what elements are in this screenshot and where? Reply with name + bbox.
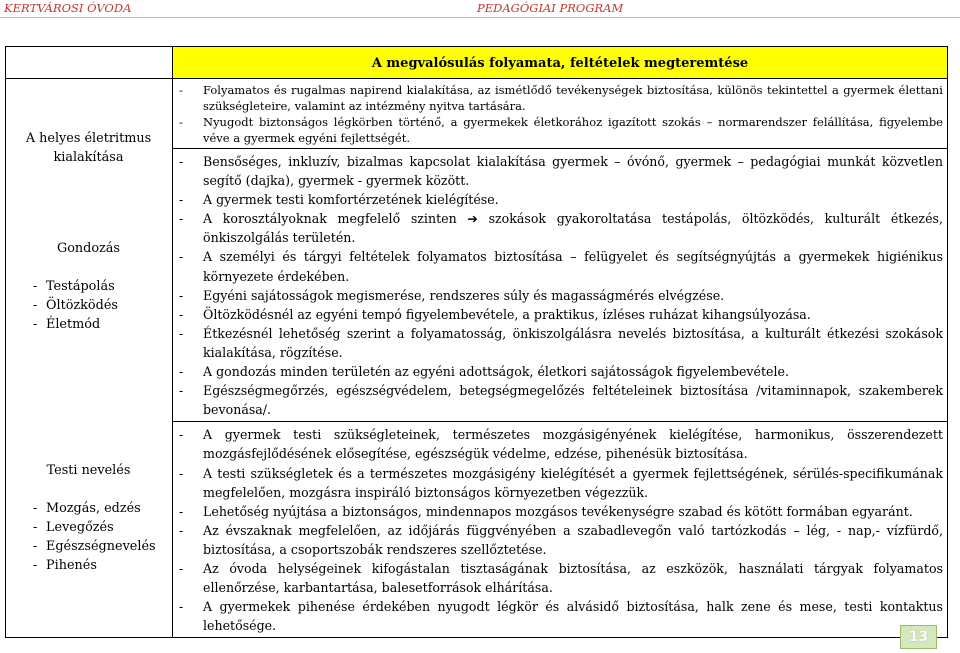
bullet-item: - Az évszaknak megfelelően, az időjárás függvényében a szabadlevegőn való tartózkodás – lég, - nap,- vízfürdő, biztosítása, a csoportszobák rendszeres szellőztetése. bbox=[179, 522, 943, 557]
section-gondozas bbox=[179, 152, 943, 419]
section-divider bbox=[173, 421, 947, 422]
bullet-item: - Nyugodt biztonságos légkörben történő, a gyermekek életkorához igazított szokás – normarendszer felállítása, figyelembe véve a gyermek egyéni fejlettségét. bbox=[179, 115, 943, 145]
table-corner-cell bbox=[6, 47, 173, 79]
bullet-item: - A testi szükségletek és a természetes mozgásigény kielégítését a gyermek fejlettségének, sérülés-specifikumának megfelelően, mozgásra inspiráló biztonságos környezetben végezzük. bbox=[179, 465, 943, 500]
left-title-line-1: A helyes életritmus bbox=[25, 131, 152, 146]
bullet-item: - Lehetőség nyújtása a biztonságos, mindennapos mozgásos tevékenységre szabad és kötött formában egyaránt. bbox=[179, 503, 913, 519]
section-divider bbox=[173, 148, 947, 149]
page-number: 13 bbox=[908, 629, 929, 645]
bullet-item: - A korosztályoknak megfelelő szinten ➔ szokások gyakoroltatása testápolás, öltözködés, kulturált étkezés, önkiszolgálás területén. bbox=[179, 211, 943, 246]
running-header bbox=[0, 0, 960, 16]
table-header-row bbox=[6, 47, 948, 79]
testi-neveles-title: Testi nevelés bbox=[46, 463, 131, 478]
left-column bbox=[6, 79, 173, 638]
right-column bbox=[173, 79, 948, 638]
bullet-item: - A gyermek testi szükségleteinek, természetes mozgásigényének kielégítése, harmonikus, összerendezett mozgásfejlődésének elősegítése, egészségük védelme, edzése, pihenésük biztosítása. bbox=[179, 427, 943, 462]
table-heading: A megvalósulás folyamata, feltételek megteremtése bbox=[173, 47, 948, 79]
table-body-row bbox=[6, 79, 948, 638]
page-number-badge bbox=[900, 625, 937, 649]
bullet-item: - A gyermek testi komfortérzetének kielégítése. bbox=[179, 192, 499, 208]
bullet-item: - Öltözködésnél az egyéni tempó figyelembevétele, a praktikus, ízléses ruházat kihangsúlyozása. bbox=[179, 306, 811, 322]
bullet-item: - Folyamatos és rugalmas napirend kialakítása, az ismétlődő tevékenységek biztosítása, különös tekintettel a gyermek élettani szükségleteire, valamint az intézmény nyitva tartására. bbox=[179, 83, 943, 113]
bullet-item: - Egészségmegőrzés, egészségvédelem, betegségmegelőzés feltételeinek biztosítása /vitaminnapok, szakemberek bevonása/. bbox=[179, 383, 943, 418]
header-left-title: KERTVÁROSI ÓVODA bbox=[4, 1, 132, 15]
bullet-item: - Bensőséges, inkluzív, bizalmas kapcsolat kialakítása gyermek – óvónő, gyermek – pedagógiai munkát közvetlen segítő (dajka), gyermek - gyermek között. bbox=[179, 154, 943, 189]
bullet-item: - A gyermekek pihenése érdekében nyugodt légkör és alvásidő biztosítása, halk zene és mese, testi kontaktus lehetősége. bbox=[179, 599, 943, 634]
bullet-item: - Az óvoda helységeinek kifogástalan tisztaságának biztosítása, az eszközök, használati tárgyak folyamatos ellenőrzése, karbantartása, balesetforrások elhárítása. bbox=[179, 560, 943, 596]
gondozas-title: Gondozás bbox=[56, 241, 120, 256]
left-title-line-2: kialakítása bbox=[53, 150, 124, 165]
bullet-item: - Étkezésnél lehetőség szerint a folyamatosság, önkiszolgálásra nevelés biztosítása, a kulturált étkezési szokások kialakítása, rögzítése. bbox=[179, 325, 943, 360]
left-list-item: - Mozgás, edzés bbox=[33, 501, 141, 516]
section-eletritmus bbox=[179, 83, 943, 146]
program-table bbox=[5, 46, 948, 638]
header-rule bbox=[0, 17, 960, 18]
left-list-item: - Levegőzés bbox=[33, 520, 114, 535]
section-testi-neveles bbox=[179, 425, 943, 635]
left-list-item: - Egészségnevelés bbox=[33, 539, 156, 554]
bullet-item: - A gondozás minden területén az egyéni adottságok, életkori sajátosságok figyelembevétele. bbox=[179, 364, 789, 380]
bullet-item: - A személyi és tárgyi feltételek folyamatos biztosítása – felügyelet és segítségnyújtás a gyermekek higiénikus környezete érdekében. bbox=[179, 249, 943, 284]
left-list-item: - Életmód bbox=[33, 317, 101, 332]
left-list-item: - Pihenés bbox=[33, 558, 97, 573]
bullet-item: - Egyéni sajátosságok megismerése, rendszeres súly és magasságmérés elvégzése. bbox=[179, 287, 725, 303]
left-list-item: - Öltözködés bbox=[33, 298, 118, 313]
header-right-title: PEDAGÓGIAI PROGRAM bbox=[477, 1, 624, 15]
left-list-item: - Testápolás bbox=[33, 279, 115, 294]
